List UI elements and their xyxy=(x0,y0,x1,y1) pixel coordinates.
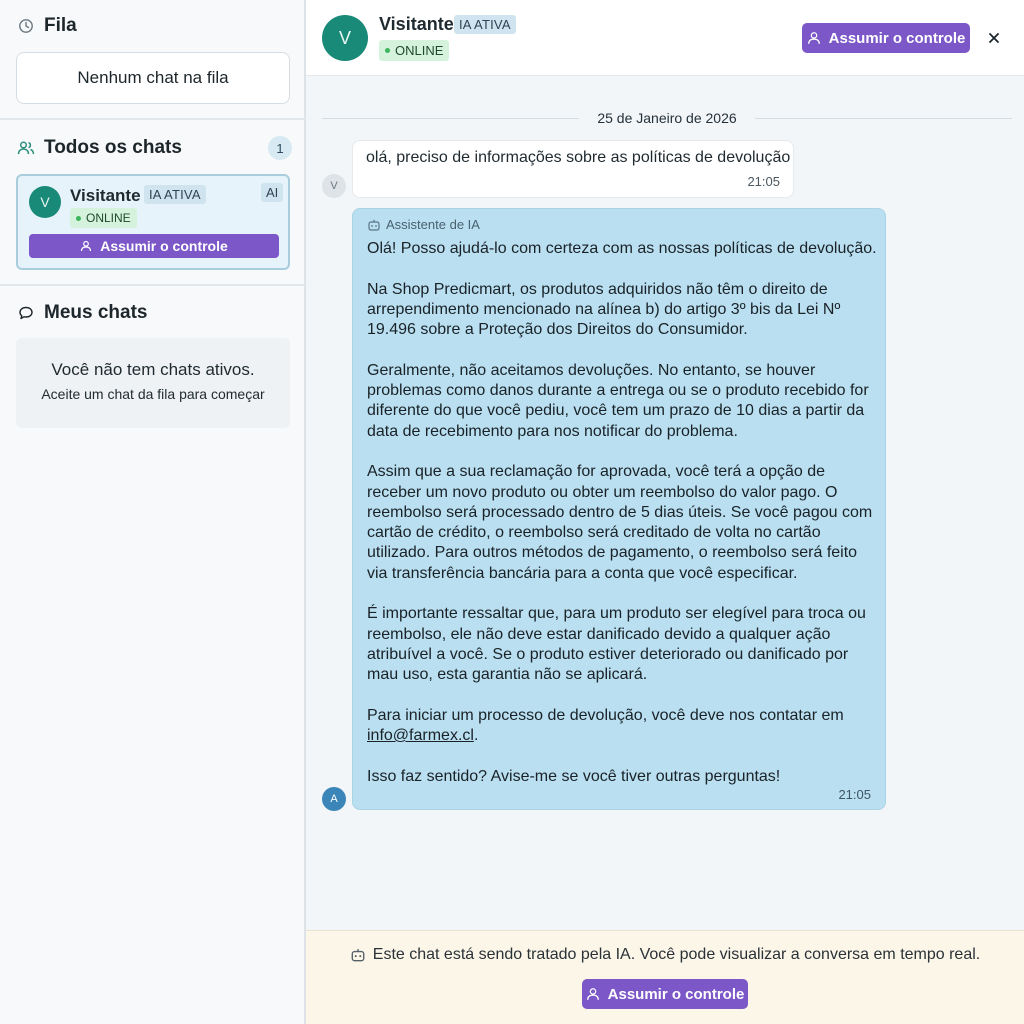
my-chats-empty-state xyxy=(16,338,290,428)
take-control-label: Assumir o controle xyxy=(100,238,228,254)
message-paragraph: É importante ressaltar que, para um produto ser elegível para troca ou reembolso, ele não deve estar danificado devido a qualquer ação atribuível a você. Se o produto estiver deteriorado ou danificado por mau uso, esta garantia não se aplicará. xyxy=(367,605,866,684)
user-icon xyxy=(807,31,821,45)
online-status-badge: ONLINE xyxy=(379,40,449,61)
message-text xyxy=(367,239,877,807)
my-chats-empty-title: Você não tem chats ativos. xyxy=(51,360,255,379)
queue-title: Fila xyxy=(44,15,77,36)
queue-empty-state xyxy=(16,52,290,104)
chat-list-item[interactable] xyxy=(16,174,290,270)
all-chats-header xyxy=(16,137,182,159)
chat-header xyxy=(306,0,1024,76)
user-icon xyxy=(80,240,92,252)
take-control-button[interactable] xyxy=(29,234,279,258)
message-text: olá, preciso de informações sobre as políticas de devolução xyxy=(366,149,791,166)
divider xyxy=(0,284,306,286)
date-label: 25 de Janeiro de 2026 xyxy=(597,110,737,126)
assistant-avatar: A xyxy=(322,787,346,811)
message-paragraph: Geralmente, não aceitamos devoluções. No entanto, se houver problemas como danos durante a entrega ou se o produto recebido for diferente do que você pediu, você tem um prazo de 10 dias a partir da data de recebimento para nos notificar do problema. xyxy=(367,361,869,440)
chat-panel xyxy=(306,0,1024,1024)
message-paragraph: Na Shop Predicmart, os produtos adquiridos não têm o direito de arrependimento mencionado na alínea b) do artigo 3º bis da Lei Nº 19.496 sobre a Proteção dos Direitos do Consumidor. xyxy=(367,280,841,339)
my-chats-title: Meus chats xyxy=(44,302,148,323)
message-paragraph: Olá! Posso ajudá-lo com certeza com as nossas políticas de devolução. xyxy=(367,240,877,257)
email-link[interactable]: info@farmex.cl xyxy=(367,727,474,745)
close-icon[interactable] xyxy=(984,28,1004,48)
visitor-avatar: V xyxy=(322,174,346,198)
take-control-label: Assumir o controle xyxy=(607,985,745,1003)
visitor-message xyxy=(352,140,794,198)
my-chats-empty-hint: Aceite um chat da fila para começar xyxy=(41,386,265,402)
message-paragraph: Isso faz sentido? Avise-me se você tiver outras perguntas! xyxy=(367,767,781,785)
avatar: V xyxy=(29,186,61,218)
ai-handling-banner xyxy=(306,930,1024,1024)
message-time: 21:05 xyxy=(838,787,871,802)
chat-visitor-name: Visitante xyxy=(70,186,141,205)
my-chats-header xyxy=(16,302,147,324)
ai-active-badge: IA ATIVA xyxy=(454,15,516,34)
divider xyxy=(755,118,1012,119)
take-control-button[interactable] xyxy=(582,979,748,1009)
assistant-label-text: Assistente de IA xyxy=(386,217,480,232)
users-icon xyxy=(16,138,36,158)
contact-suffix: . xyxy=(473,727,479,745)
divider xyxy=(322,118,579,119)
user-icon xyxy=(586,987,600,1001)
take-control-label: Assumir o controle xyxy=(828,29,966,47)
message-time: 21:05 xyxy=(747,174,780,189)
ai-handling-text: Este chat está sendo tratado pela IA. Você pode visualizar a conversa em tempo real. xyxy=(372,946,981,963)
date-separator xyxy=(322,108,1012,128)
assistant-message xyxy=(352,208,886,810)
robot-icon xyxy=(350,948,366,962)
ai-badge: AI xyxy=(261,183,283,202)
online-status-badge: ONLINE xyxy=(70,208,137,228)
queue-header xyxy=(16,15,77,37)
ai-handling-note xyxy=(306,946,1024,964)
chat-title: Visitante xyxy=(379,14,454,34)
ai-active-badge: IA ATIVA xyxy=(144,185,206,204)
robot-icon xyxy=(367,219,381,231)
chat-count-badge: 1 xyxy=(268,136,292,160)
sidebar xyxy=(0,0,306,1024)
contact-prefix: Para iniciar um processo de devolução, você deve nos contatar em xyxy=(367,706,844,724)
assistant-label xyxy=(367,217,480,232)
take-control-button[interactable] xyxy=(802,23,970,53)
clock-icon xyxy=(16,16,36,36)
divider xyxy=(0,118,306,120)
chat-bubble-icon xyxy=(16,303,36,323)
queue-empty-text: Nenhum chat na fila xyxy=(77,68,229,87)
message-paragraph-contact xyxy=(367,706,877,747)
all-chats-title: Todos os chats xyxy=(44,137,182,158)
message-paragraph: Assim que a sua reclamação for aprovada, você terá a opção de receber um novo produto ou obter um reembolso do valor pago. O reembolso será processado dentro de 5 dias úteis. Se você pagou com cartão de crédito, o reembolso será creditado de volta no cartão utilizado. Para outros métodos de pagamento, o reembolso será feito via transferência bancária para a conta que você especificar. xyxy=(367,463,873,582)
avatar: V xyxy=(322,15,368,61)
